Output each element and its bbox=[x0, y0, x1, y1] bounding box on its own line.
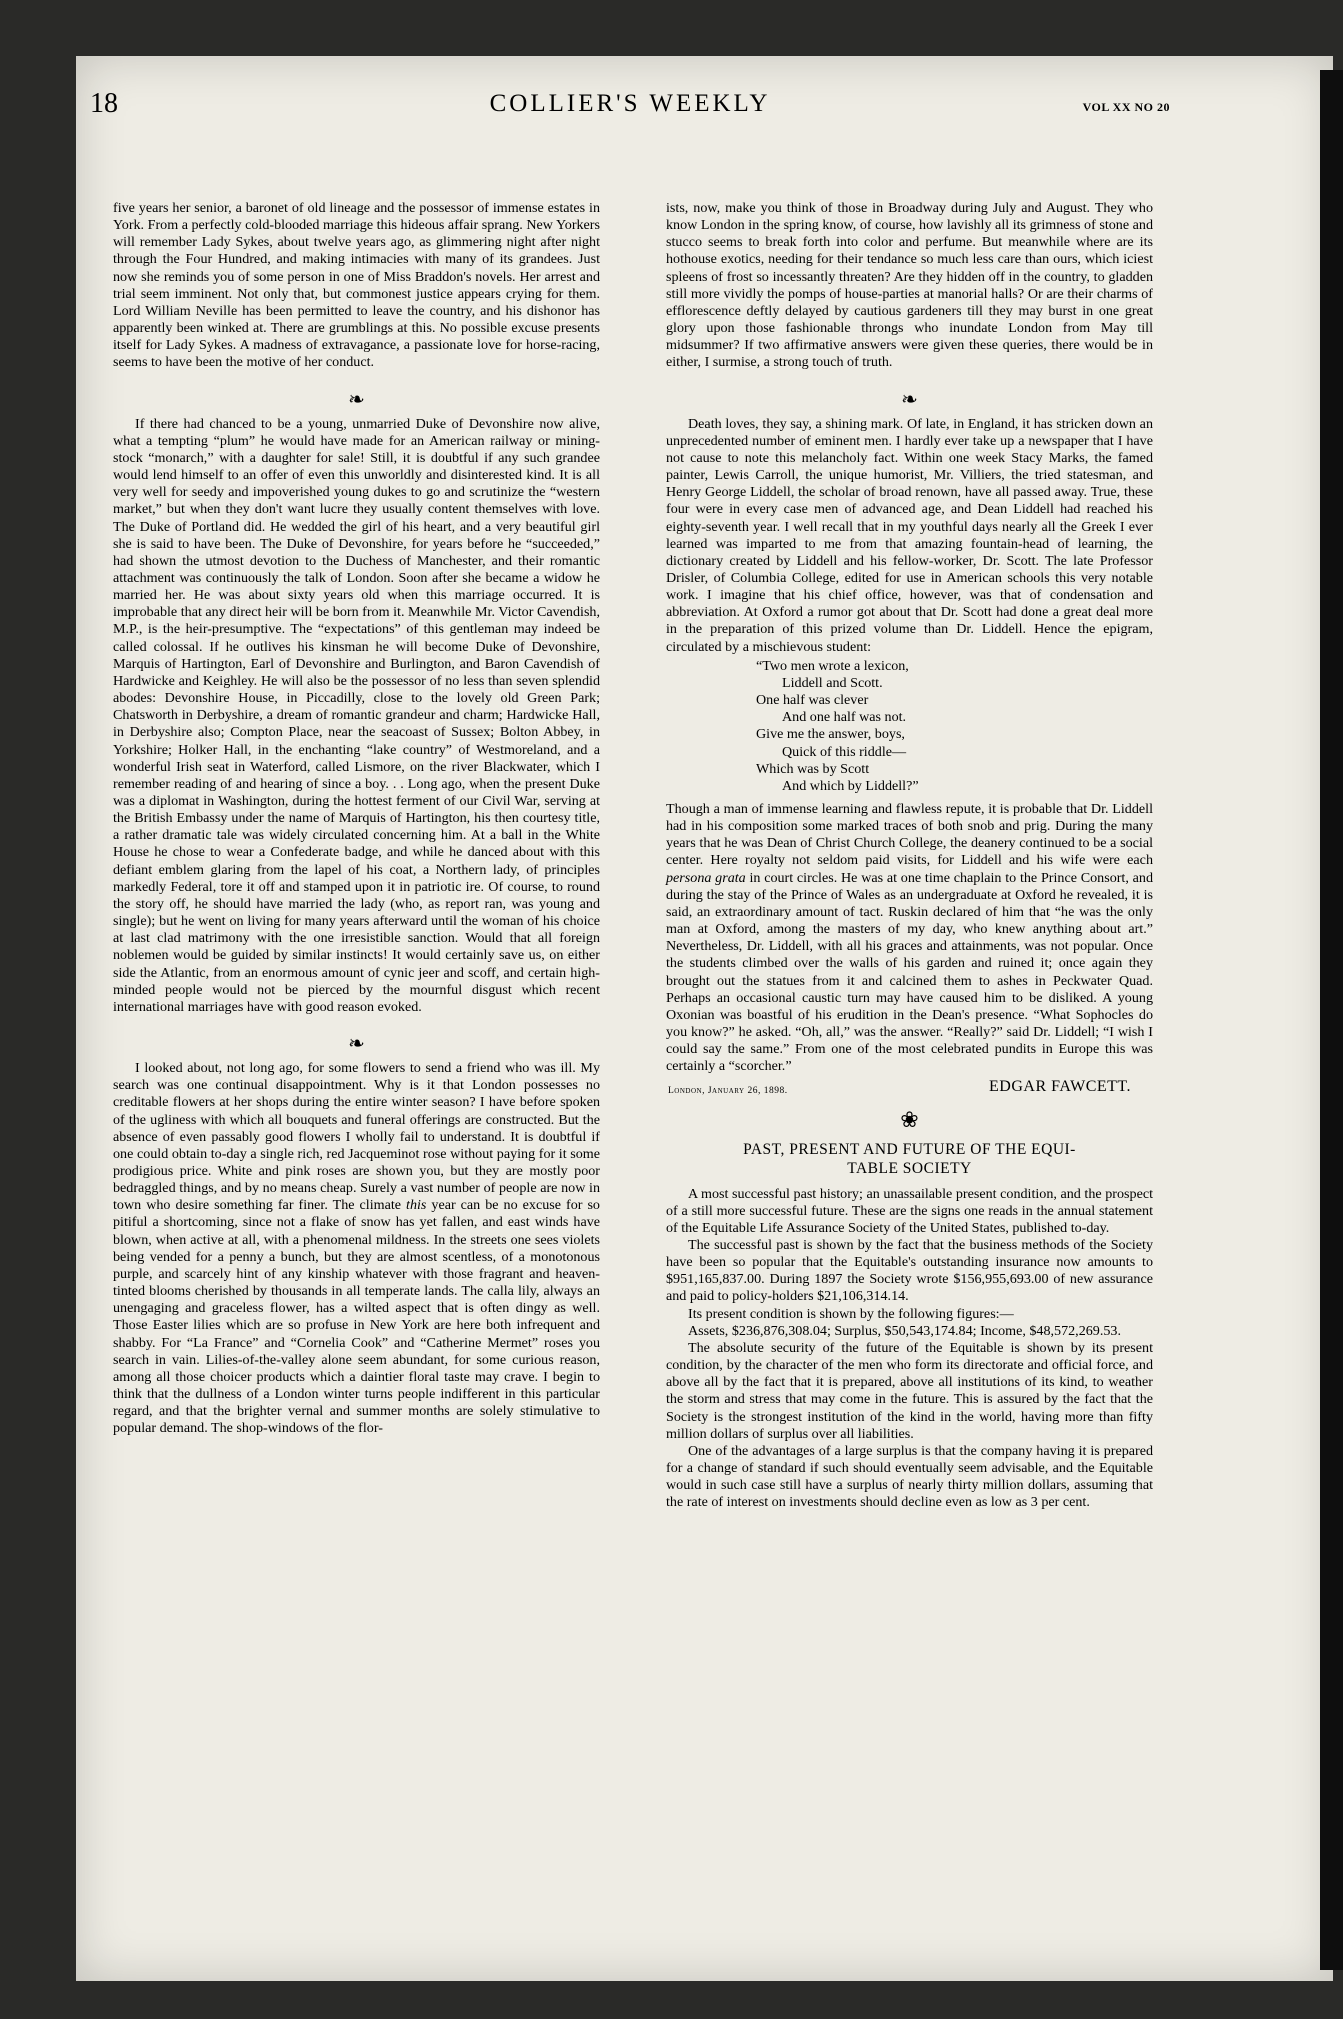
poem-line: Which was by Scott bbox=[756, 760, 870, 777]
figures-paragraph: Assets, $236,876,308.04; Surplus, $50,543,174.84; Income, $48,572,269.53. bbox=[688, 1322, 1121, 1339]
paragraph: ists, now, make you think of those in Broadway during July and August. They who know London in the spring know, of course, how lavishly all its grimness of stone and stucco seems to break forth into color and perfume. But meanwhile where are its hothouse exotics, needing for their tendance so much less care than ours, which iciest spleens of frost so incessantly threaten? Are they hidden off in the country, to gladden still more vividly the pomps of house-parties at manorial halls? Or are their charms of efflorescence deftly delayed by cautious gardeners till they may burst in one great glory upon those fashionable throngs who inundate London from May till midsummer? If two affirmative answers were given these queries, there would be in either, I surmise, a strong touch of truth. bbox=[666, 200, 1153, 371]
scan-edge bbox=[1320, 70, 1343, 1970]
dateline: London, January 26, 1898. bbox=[668, 1085, 788, 1096]
left-column bbox=[113, 200, 600, 1437]
volume-issue: VOL XX NO 20 bbox=[1082, 100, 1170, 114]
signature-row bbox=[666, 1078, 1153, 1098]
paragraph: A most successful past history; an unassailable present condition, and the prospect of a still more successful future. These are the signs one reads in the annual statement of the Equitable Life Assurance Society of the United States, published to-day. bbox=[666, 1185, 1153, 1236]
fleuron-ornament: ❧ bbox=[901, 388, 918, 411]
author-signature: EDGAR FAWCETT. bbox=[989, 1077, 1131, 1095]
page-header bbox=[90, 88, 1170, 128]
poem-line: Give me the answer, boys, bbox=[756, 726, 905, 743]
paragraph: Death loves, they say, a shining mark. Of late, in England, it has stricken down an unprecedented number of eminent men. I hardly ever take up a newspaper that I have not cause to note this melancholy fact. Within one week Stacy Marks, the famed painter, Lewis Carroll, the unique humorist, Mr. Villiers, the tried statesman, and Henry George Liddell, the scholar of broad renown, have all passed away. True, these four were in every case men of advanced age, and Dean Liddell had reached his eighty-seventh year. I well recall that in my youthful days nearly all the Greek I ever learned was imparted to me from that amazing fountain-head of learning, the dictionary created by Liddell and his fellow-worker, Dr. Scott. The late Professor Drisler, of Columbia College, edited for use in American schools this very notable work. I imagine that his chief office, however, was that of condensation and abbreviation. At Oxford a rumor got about that Dr. Scott had done a great deal more in the preparation of this prized volume than Dr. Liddell. Hence the epigram, circulated by a mischievous student: bbox=[666, 415, 1153, 655]
fleuron-ornament: ❧ bbox=[348, 1033, 365, 1056]
epigram-poem bbox=[756, 658, 1153, 795]
floral-ornament: ❀ bbox=[900, 1106, 919, 1132]
paragraph: The absolute security of the future of the Equitable is shown by its present condition, by the character of the men who form its directorate and official force, and above all by the fact that it is prepared, above all institutions of its kind, to weather the storm and stress that may come in the future. This is assured by the fact that the Society is the strongest institution of the kind in the world, having more than fifty million dollars of surplus over all liabilities. bbox=[666, 1339, 1153, 1442]
paragraph: five years her senior, a baronet of old lineage and the possessor of immense estates in York. From a perfectly cold-blooded marriage this hideous affair sprang. New Yorkers will remember Lady Sykes, about twelve years ago, as glimmering night after night through the Four Hundred, and making intimacies with many of its grandees. Just now she reminds you of some person in one of Miss Braddon's novels. Her arrest and trial seem imminent. Not only that, but commonest justice appears crying for them. Lord William Neville has been permitted to leave the country, and his dishonor has apparently been winked at. There are grumblings at this. No possible excuse presents itself for Lady Sykes. A madness of extravagance, a passionate love for horse-racing, seems to have been the motive of her conduct. bbox=[113, 200, 600, 371]
poem-line: “Two men wrote a lexicon, bbox=[756, 657, 909, 674]
poem-line: And which by Liddell?” bbox=[782, 777, 919, 794]
poem-line: Liddell and Scott. bbox=[782, 674, 883, 691]
right-column bbox=[666, 200, 1153, 1511]
poem-line: And one half was not. bbox=[782, 709, 907, 726]
paragraph: I looked about, not long ago, for some flowers to send a friend who was ill. My search was one continual disappointment. Why is it that London possesses no creditable flowers at her shops during the entire winter season? I have before spoken of the ugliness with which all bouquets and funeral offerings are constructed. But the absence of even passably good flowers I wholly fail to understand. It is doubtful if one could obtain to-day a single rich, red Jacqueminot rose without paying for it some prodigious price. White and pink roses are shown you, but they are mostly poor bedraggled things, and by no means cheap. Surely a vast number of people are now in town who desire something far finer. The climate this year can be no excuse for so pitiful a shortcoming, since not a flake of snow has yet fallen, and east winds have blown, when active at all, with a phenomenal mildness. In the streets one sees violets being vended for a penny a bunch, but they are almost scentless, of a monotonous purple, and scarcely hint of any kinship whatever with those fragrant and heaven-tinted blooms cherished by thousands in all temperate lands. The calla lily, always an unengaging and graceless flower, has a wilted aspect that is often dingy as well. Those Easter lilies which are so profuse in New York are here both infrequent and shabby. For “La France” and “Cornelia Cook” and “Catherine Mermet” roses you search in vain. Lilies-of-the-valley alone seem abundant, for some curious reason, among all those choicer products which a daintier floral taste may crave. I begin to think that the dullness of a London winter turns people indifferent in this particular regard, and that the brighter vernal and summer months are solely stimulative to popular demand. The shop-windows of the flor- bbox=[113, 1060, 600, 1437]
paragraph: If there had chanced to be a young, unmarried Duke of Devonshire now alive, what a tempting “plum” he would have made for an American railway or mining-stock “monarch,” with a daughter for sale! Still, it is doubtful if any such grandee would lend himself to an offer of even this unworldly and disinterested kind. It is all very well for seedy and impoverished young dukes to go and scrutinize the “western market,” but when they don't want lucre they usually content themselves with love. The Duke of Portland did. He wedded the girl of his heart, and a very beautiful girl she is said to have been. The Duke of Devonshire, for years before he “succeeded,” had shown the utmost devotion to the Duchess of Manchester, and their romantic attachment was continuously the talk of London. Soon after she became a widow he married her. He was about sixty years old when this marriage occurred. It is improbable that any direct heir will be born from it. Meanwhile Mr. Victor Cavendish, M.P., is the heir-presumptive. The “expectations” of this gentleman may indeed be called colossal. If he outlives his kinsman he will become Duke of Devonshire, Marquis of Hartington, Earl of Devonshire and Burlington, and Baron Cavendish of Hardwicke and Keighley. He will also be the possessor of no less than seven splendid abodes: Devonshire House, in Piccadilly, close to the lovely old Green Park; Chatsworth in Derbyshire, a dream of romantic grandeur and charm; Hardwicke Hall, in Derbyshire also; Compton Place, near the seacoast of Sussex; Bolton Abbey, in Yorkshire; Holker Hall, in the enchanting “lake country” of Westmoreland, and a wonderful Irish seat in Waterford, called Lismore, on the river Blackwater, which I remember reading of and hearing of since a boy. . . Long ago, when the present Duke was a diplomat in Washington, during the hottest ferment of our Civil War, serving at the British Embassy under the name of Marquis of Hartington, his then courtesy title, a rather dramatic tale was widely circulated concerning him. At a ball in the White House he chose to wear a Confederate badge, and while he danced about with this defiant emblem glaring from the lapel of his coat, a Northern lady, of principles markedly Federal, tore it off and stamped upon it in patriotic ire. Of course, to round the story off, he should have married the lady (who, as report ran, was young and single); but he went on living for many years afterward until the woman of his choice at last clad matrimony with the one irresistible sanction. Would that all foreign noblemen would be guided by similar instincts! It would certainly save us, on either side the Atlantic, from an enormous amount of cynic jeer and scoff, and certain high-minded people would not be pierced by the mournful disgust which recent international marriages have with good reason evoked. bbox=[113, 415, 600, 1015]
poem-line: Quick of this riddle— bbox=[782, 743, 907, 760]
page-number: 18 bbox=[90, 88, 118, 119]
paragraph: Its present condition is shown by the following figures:— bbox=[688, 1305, 1014, 1322]
poem-line: One half was clever bbox=[756, 692, 869, 709]
paragraph: One of the advantages of a large surplus is that the company having it is prepared for a change of standard if such should eventually seem advisable, and the Equitable would in such case still have a surplus of nearly thirty million dollars, assuming that the rate of interest on investments should decline even as low as 3 per cent. bbox=[666, 1442, 1153, 1511]
fleuron-ornament: ❧ bbox=[348, 388, 365, 411]
paragraph: The successful past is shown by the fact that the business methods of the Society have been so popular that the Equitable's outstanding insurance now amounts to $951,165,837.00. During 1897 the Society wrote $156,955,693.00 of new assurance and paid to policy-holders $21,106,314.14. bbox=[666, 1236, 1153, 1305]
masthead: COLLIER'S WEEKLY bbox=[489, 90, 771, 117]
article-title: PAST, PRESENT AND FUTURE OF THE EQUI- TABLE SOCIETY bbox=[743, 1140, 1076, 1177]
paragraph: Though a man of immense learning and flawless repute, it is probable that Dr. Liddell had in his composition some marked traces of both snob and prig. During the many years that he was Dean of Christ Church College, the deanery continued to be a social center. Here royalty not seldom paid visits, for Liddell and his wife were each persona grata in court circles. He was at one time chaplain to the Prince Consort, and during the stay of the Prince of Wales as an undergraduate at Oxford he revealed, it is said, an extraordinary amount of tact. Ruskin declared of him that “he was the only man at Oxford, among the masters of my day, who knew anything about art.” Nevertheless, Dr. Liddell, with all his graces and attainments, was not popular. Once the students climbed over the walls of his garden and ruined it; once again they brought out the statues from it and calcined them to ashes in Peckwater Quad. Perhaps an occasional caustic turn may have caused him to be disliked. A young Oxonian was boastful of his erudition in the Dean's presence. “What Sophocles do you know?” he asked. “Oh, all,” was the answer. “Really?” said Dr. Liddell; “I wish I could say the same.” From one of the most celebrated pundits in Europe this was certainly a “scorcher.” bbox=[666, 801, 1153, 1075]
